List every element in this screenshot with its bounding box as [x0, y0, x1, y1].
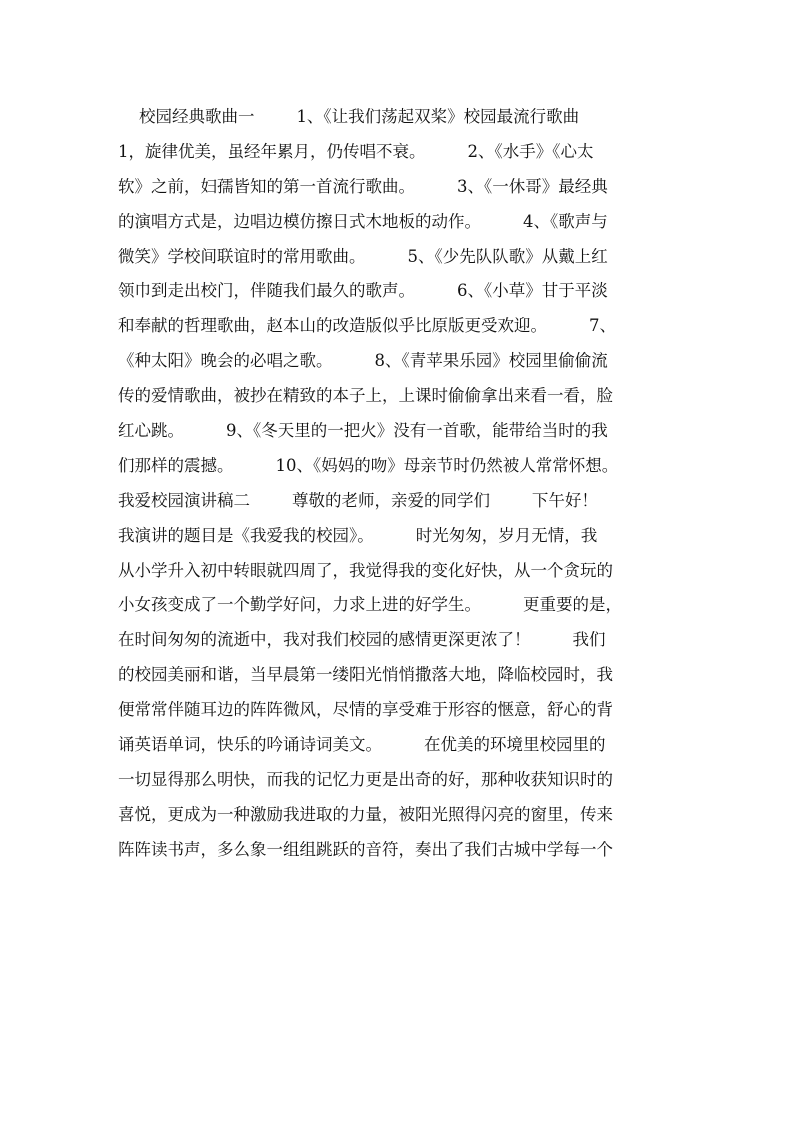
text-line: 的演唱方式是，边唱边模仿擦日式木地板的动作。 4、《歌声与 — [118, 211, 608, 231]
text-line: 的校园美丽和谐，当早晨第一缕阳光悄悄撒落大地，降临校园时，我 — [118, 665, 613, 685]
text-line: 便常常伴随耳边的阵阵微风，尽情的享受难于形容的惬意，舒心的背 — [118, 700, 613, 720]
text-line: 一切显得那么明快，而我的记忆力更是出奇的好，那种收获知识时的 — [118, 769, 613, 789]
document-body — [118, 100, 688, 868]
text-line: 传的爱情歌曲，被抄在精致的本子上，上课时偷偷拿出来看一看，脸 — [118, 386, 613, 406]
text-line: 阵阵读书声，多么象一组组跳跃的音符，奏出了我们古城中学每一个 — [118, 839, 613, 859]
text-line: 领巾到走出校门，伴随我们最久的歌声。 6、《小草》甘于平淡 — [118, 281, 608, 301]
text-line: 诵英语单词，快乐的吟诵诗词美文。 在优美的环境里校园里的 — [118, 735, 606, 755]
text-line: 1，旋律优美，虽经年累月，仍传唱不衰。 2、《水手》《心太 — [118, 141, 594, 161]
text-line: 校园经典歌曲一 1、《让我们荡起双桨》校园最流行歌曲 — [118, 107, 580, 126]
text-line: 我爱校园演讲稿二 尊敬的老师，亲爱的同学们 下午好！ — [118, 490, 598, 510]
text-line: 们那样的震撼。 10、《妈妈的吻》母亲节时仍然被人常常怀想。 — [118, 455, 619, 475]
text-line: 从小学升入初中转眼就四周了，我觉得我的变化好快，从一个贪玩的 — [118, 560, 613, 580]
text-line: 和奉献的哲理歌曲，赵本山的改造版似乎比原版更受欢迎。 7、 — [118, 316, 616, 336]
text-line: 软》之前，妇孺皆知的第一首流行歌曲。 3、《一休哥》最经典 — [118, 176, 608, 196]
text-line: 喜悦，更成为一种激励我进取的力量，被阳光照得闪亮的窗里，传来 — [118, 804, 613, 824]
text-line: 红心跳。 9、《冬天里的一把火》没有一首歌，能带给当时的我 — [118, 421, 608, 441]
text-line: 在时间匆匆的流逝中，我对我们校园的感情更深更浓了！ 我们 — [118, 630, 606, 650]
text-line: 微笑》学校间联谊时的常用歌曲。 5、《少先队队歌》从戴上红 — [118, 246, 608, 266]
text-line: 小女孩变成了一个勤学好问，力求上进的好学生。 更重要的是， — [118, 595, 622, 615]
text-line: 我演讲的题目是《我爱我的校园》。 时光匆匆，岁月无情，我 — [118, 525, 598, 545]
text-line: 《种太阳》晚会的必唱之歌。 8、《青苹果乐园》校园里偷偷流 — [118, 351, 608, 371]
